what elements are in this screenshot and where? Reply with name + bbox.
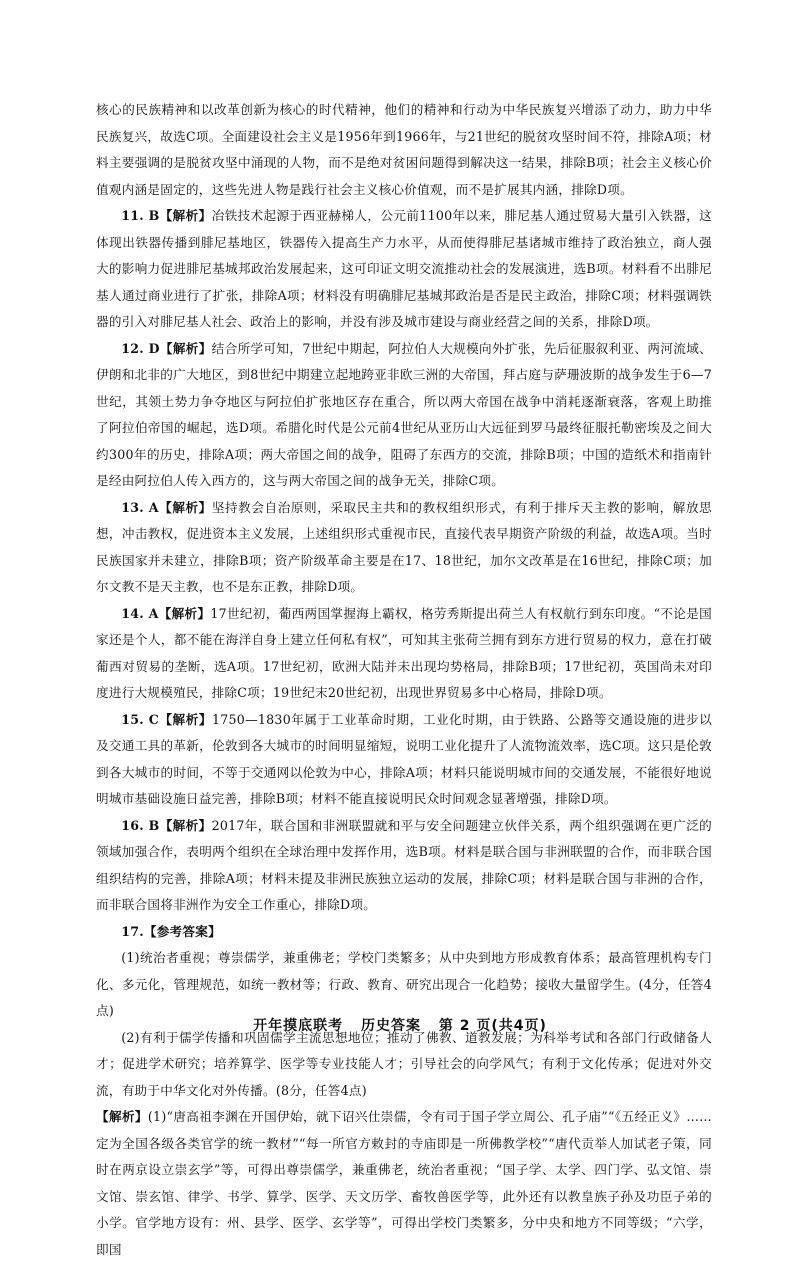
paragraph-text: (2)有利于儒学传播和巩固儒学主流思想地位；推动了佛教、道教发展；为科举考试和各部门行政储备人才；促进学术研究；培养算学、医学等专业技能人才；引导社会的向学风气；有利于文化传承；促进对外交流，有助于中华文化对外传播。(8分，任答4点)	[96, 1029, 712, 1098]
paragraph-12	[96, 336, 712, 495]
paragraph-10-tail	[96, 97, 712, 203]
question-15-head: 15. C【解析】	[121, 711, 213, 727]
question-12-head: 12. D【解析】	[121, 340, 212, 356]
footer-exam-title: 开年摸底联考	[253, 1018, 344, 1034]
paragraph-text: 1750—1830年属于工业革命时期，工业化时期，由于铁路、公路等交通设施的进步以及交通工具的革新，伦敦到各大城市的时间明显缩短，说明工业化提升了人流物流效率，选C项。这只是伦敦到各大城市的时间，不等于交通网以伦敦为中心，排除A项；材料只能说明城市间的交通发展，不能很好地说明城市基础设施日益完善，排除B项；材料不能直接说明民众时间观念显著增强，排除D项。	[96, 711, 712, 806]
paragraph-17-head	[96, 919, 712, 946]
analysis-head: 【解析】	[96, 1109, 148, 1124]
footer-subject: 历史答案	[360, 1018, 421, 1034]
question-13-head: 13. A【解析】	[121, 499, 212, 515]
paragraph-text: 结合所学可知，7世纪中期起，阿拉伯人大规模向外扩张，先后征服叙利亚、两河流域、伊朗和北非的广大地区，到8世纪中期建立起地跨亚非欧三洲的大帝国，拜占庭与萨珊波斯的战争发生于6—7世纪，其领土势力争夺地区与阿拉伯扩张地区存在重合，所以两大帝国在战争中消耗逐渐衰落，客观上助推了阿拉伯帝国的崛起，选D项。希腊化时代是公元前4世纪从亚历山大远征到罗马最终征服托勒密埃及之间大约300年的历史，排除A项；两大帝国之间的战争，阻碍了东西方的交流，排除B项；中国的造纸术和指南针是经由阿拉伯人传入西方的，这与两大帝国之间的战争无关，排除C项。	[96, 340, 713, 488]
paragraph-14	[96, 601, 712, 707]
question-17-head: 17.【参考答案】	[121, 923, 221, 939]
footer-page-number: 第 2 页(共4页)	[438, 1018, 547, 1034]
paragraph-11	[96, 203, 712, 336]
paragraph-15	[96, 707, 712, 813]
paragraph-16	[96, 813, 712, 919]
paragraph-17-answer-1	[96, 945, 712, 1025]
question-14-head: 14. A【解析】	[121, 605, 211, 621]
paragraph-text: 坚持教会自治原则，采取民主共和的教权组织形式，有利于排斥天主教的影响，解放思想，冲击教权，促进资本主义发展，上述组织形式重视市民，直接代表早期资产阶级的利益，故选A项。当时民族国家并未建立，排除B项；资产阶级革命主要是在17、18世纪，加尔文改革是在16世纪，排除C项；加尔文教不是天主教，也不是东正教，排除D项。	[96, 499, 712, 594]
question-16-head: 16. B【解析】	[121, 817, 212, 833]
question-11-head: 11. B【解析】	[121, 208, 212, 223]
paragraph-text: 2017年，联合国和非洲联盟就和平与安全问题建立伙伴关系，两个组织强调在更广泛的领域加强合作，表明两个组织在全球治理中发挥作用，选B项。材料是联合国与非洲联盟的合作，而非联合国组织结构的完善，排除A项；材料未提及非洲民族独立运动的发展，排除C项；材料是联合国与非洲的合作，而非联合国将非洲作为安全工作重心，排除D项。	[96, 817, 712, 912]
paragraph-13	[96, 495, 712, 601]
paragraph-text: 冶铁技术起源于西亚赫梯人，公元前1100年以来，腓尼基人通过贸易大量引入铁器，这体现出铁器传播到腓尼基地区，铁器传入提高生产力水平，从而使得腓尼基诸城市维持了政治独立，商人强大的影响力促进腓尼基城邦政治发展起来，这可印证文明交流推动社会的发展演进，选B项。材料看不出腓尼基人通过商业进行了扩张，排除A项；材料没有明确腓尼基城邦政治是否是民主政治，排除C项；材料强调铁器的引入对腓尼基人社会、政治上的影响，并没有涉及城市建设与商业经营之间的关系，排除D项。	[96, 208, 712, 329]
paragraph-17-answer-2	[96, 1025, 712, 1105]
paragraph-text: (1)统治者重视；尊崇儒学，兼重佛老；学校门类繁多；从中央到地方形成教育体系；最高管理机构专门化、多元化，管理规范，如统一教材等；行政、教育、研究出现合一化趋势；接收大量留学生。(4分，任答4点)	[96, 950, 712, 1018]
paragraph-text: 核心的民族精神和以改革创新为核心的时代精神，他们的精神和行动为中华民族复兴增添了动力，助力中华民族复兴，故选C项。全面建设社会主义是1956年到1966年，与21世纪的脱贫攻坚时间不符，排除A项；材料主要强调的是脱贫攻坚中涌现的人物，而不是绝对贫困问题得到解决这一结果，排除B项；社会主义核心价值观内涵是固定的，这些先进人物是践行社会主义核心价值观，而不是扩展其内涵，排除D项。	[96, 102, 712, 197]
answer-text-body	[96, 97, 712, 1263]
paragraph-text: 17世纪初，葡西两国掌握海上霸权，格劳秀斯提出荷兰人有权航行到东印度。“不论是国家还是个人，都不能在海洋自身上建立任何私有权”，可知其主张荷兰拥有到东方进行贸易的权力，意在打破葡西对贸易的垄断，选A项。17世纪初，欧洲大陆并未出现均势格局，排除B项；17世纪初，英国尚未对印度进行大规模殖民，排除C项；19世纪末20世纪初，出现世界贸易多中心格局，排除D项。	[96, 605, 712, 700]
paragraph-text: (1)“唐高祖李渊在开国伊始，就下诏兴仕崇儒，令有司于国子学立周公、孔子庙”“《五经正义》……定为全国各级各类官学的统一教材”“每一所官方敕封的寺庙即是一所佛教学校”“唐代贡举人加试老子策，同时在两京设立崇玄学”等，可得出尊崇儒学，兼重佛老，统治者重视；“国子学、太学、四门学、弘文馆、崇文馆、崇玄馆、律学、书学、算学、医学、天文历学、畜牧兽医学等，此外还有以教皇族子孙及功臣子弟的小学。官学地方设有：州、县学、医学、玄学等”，可得出学校门类繁多，分中央和地方不同等级；“六学，即国	[96, 1109, 713, 1257]
page-footer	[0, 1015, 800, 1035]
paragraph-17-analysis	[96, 1104, 712, 1263]
